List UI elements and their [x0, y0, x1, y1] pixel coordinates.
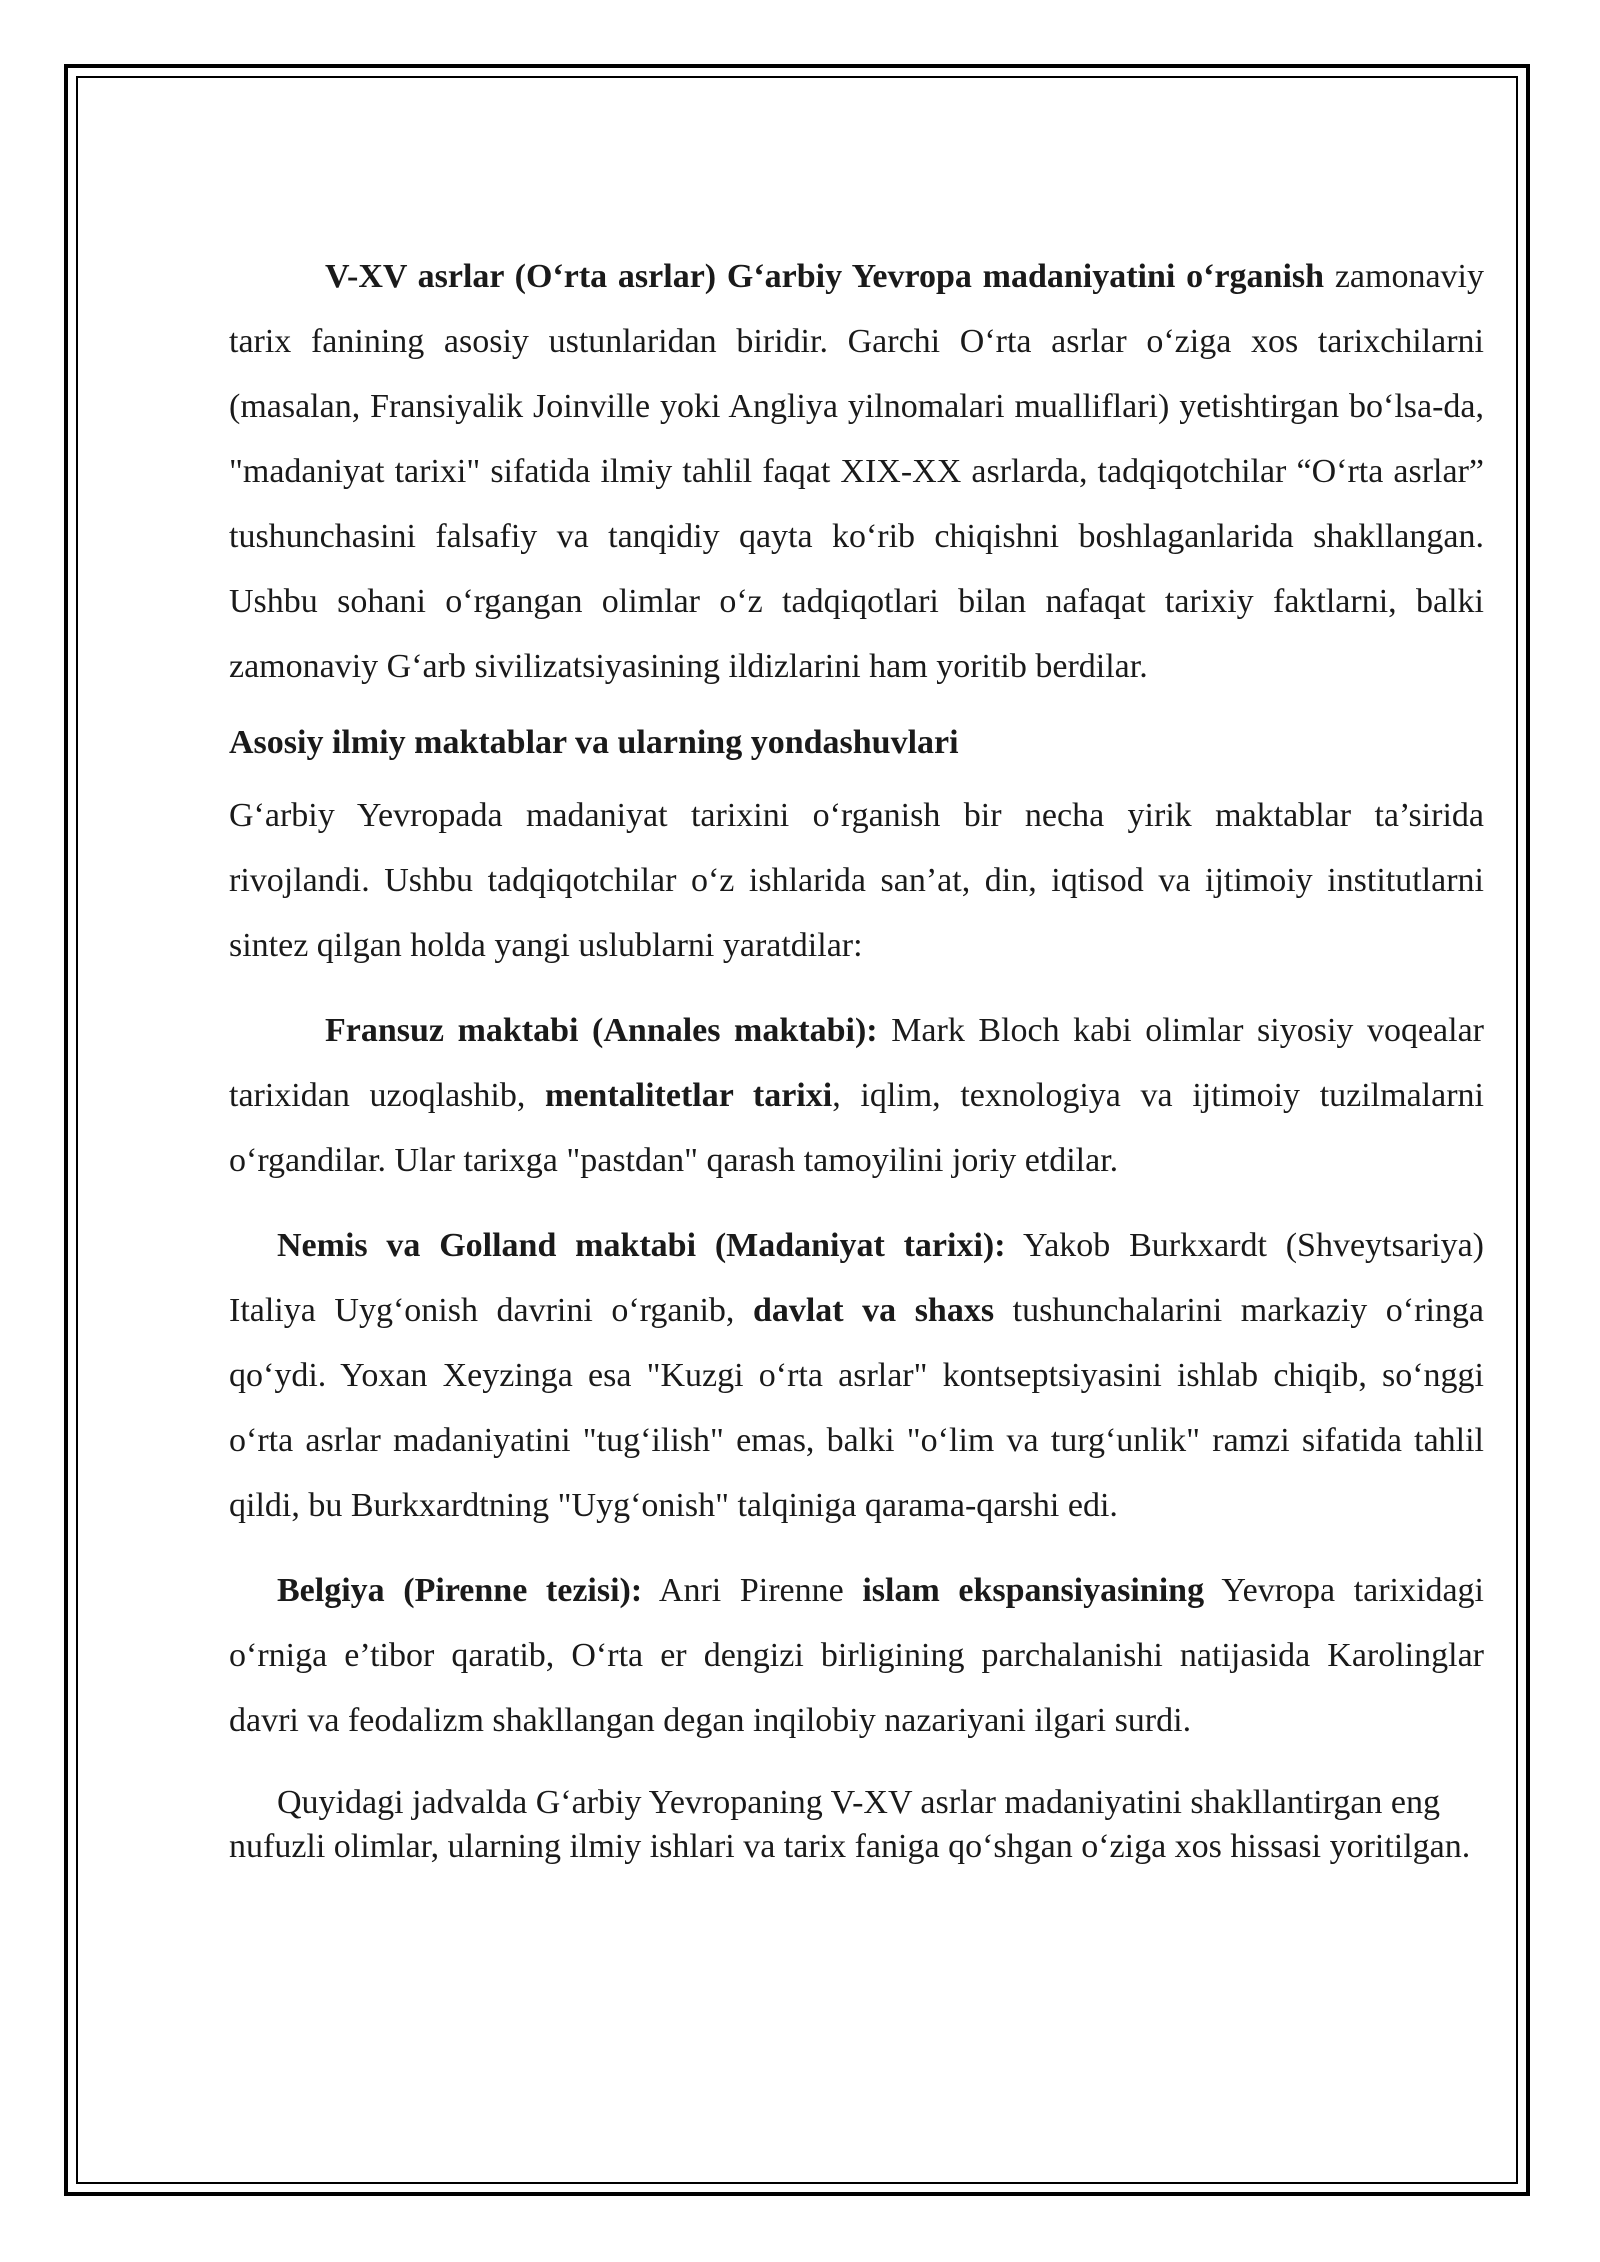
belgium-paragraph: [229, 1558, 1484, 1753]
german-dutch-school-bold-term: davlat va shaxs: [752, 1292, 995, 1329]
french-school-paragraph: [229, 998, 1484, 1193]
intro-bold-lead: V-XV asrlar (O‘rta asrlar) G‘arbiy Yevropa madaniyatini o‘rganish: [325, 258, 1325, 295]
belgium-label: Belgiya (Pirenne tezisi):: [277, 1572, 643, 1609]
intro-text: zamonaviy tarix fanining asosiy ustunlaridan biridir. Garchi O‘rta asrlar o‘ziga xos tarixchilarni (masalan, Fransiyalik Joinville yoki Angliya yilnomalari mualliflari) yetishtirgan bo‘lsa-da, "madaniyat tarixi" sifatida ilmiy tahlil faqat XIX-XX asrlarda, tadqiqotchilar “O‘rta asrlar” tushunchasini falsafiy va tanqidiy qayta ko‘rib chiqishni boshlaganlarida shakllangan. Ushbu sohani o‘rgangan olimlar o‘z tadqiqotlari bilan nafaqat tarixiy faktlarni, balki zamonaviy G‘arb sivilizatsiyasining ildizlarini ham yoritib berdilar.: [229, 258, 1484, 685]
schools-intro-paragraph: G‘arbiy Yevropada madaniyat tarixini o‘rganish bir necha yirik maktablar ta’sirida rivojlandi. Ushbu tadqiqotchilar o‘z ishlarida san’at, din, iqtisod va ijtimoiy institutlarni sintez qilgan holda yangi uslublarni yaratdilar:: [229, 797, 1484, 964]
french-school-label: Fransuz maktabi (Annales maktabi):: [325, 1012, 878, 1049]
german-dutch-school-label: Nemis va Golland maktabi (Madaniyat tarixi):: [277, 1227, 1006, 1264]
document-body: [229, 244, 1484, 1903]
belgium-bold-term: islam ekspansiyasining: [862, 1572, 1205, 1609]
section-heading: Asosiy ilmiy maktablar va ularning yondashuvlari: [229, 724, 959, 761]
french-school-bold-term: mentalitetlar tarixi: [545, 1077, 833, 1114]
belgium-text-2: Yevropa tarixidagi o‘rniga e’tibor qaratib, O‘rta er dengizi birligining parchalanishi natijasida Karolinglar davri va feodalizm shakllangan degan inqilobiy nazariyani ilgari surdi.: [229, 1572, 1484, 1739]
german-dutch-school-paragraph: [229, 1213, 1484, 1538]
german-dutch-school-text-1: Yakob Burkxardt (Shveytsariya) Italiya Uyg‘onish davrini o‘rganib,: [229, 1227, 1484, 1329]
intro-paragraph: [229, 244, 1484, 699]
french-school-text-1: Mark Bloch kabi olimlar siyosiy voqealar tarixidan uzoqlashib,: [229, 1012, 1484, 1114]
table-intro-paragraph: Quyidagi jadvalda G‘arbiy Yevropaning V-XV asrlar madaniyatini shakllantirgan eng nufuzli olimlar, ularning ilmiy ishlari va tarix faniga qo‘shgan o‘ziga xos hissasi yoritilgan.: [229, 1784, 1471, 1865]
french-school-text-2: , iqlim, texnologiya va ijtimoiy tuzilmalarni o‘rgandilar. Ular tarixga "pastdan" qarash tamoyilini joriy etdilar.: [229, 1077, 1484, 1179]
belgium-text-1: Anri Pirenne: [642, 1572, 863, 1609]
german-dutch-school-text-2: tushunchalarini markaziy o‘ringa qo‘ydi. Yoxan Xeyzinga esa "Kuzgi o‘rta asrlar" kontseptsiyasini ishlab chiqib, so‘nggi o‘rta asrlar madaniyatini "tug‘ilish" emas, balki "o‘lim va turg‘unlik" ramzi sifatida tahlil qildi, bu Burkxardtning "Uyg‘onish" talqiniga qarama-qarshi edi.: [229, 1292, 1484, 1524]
